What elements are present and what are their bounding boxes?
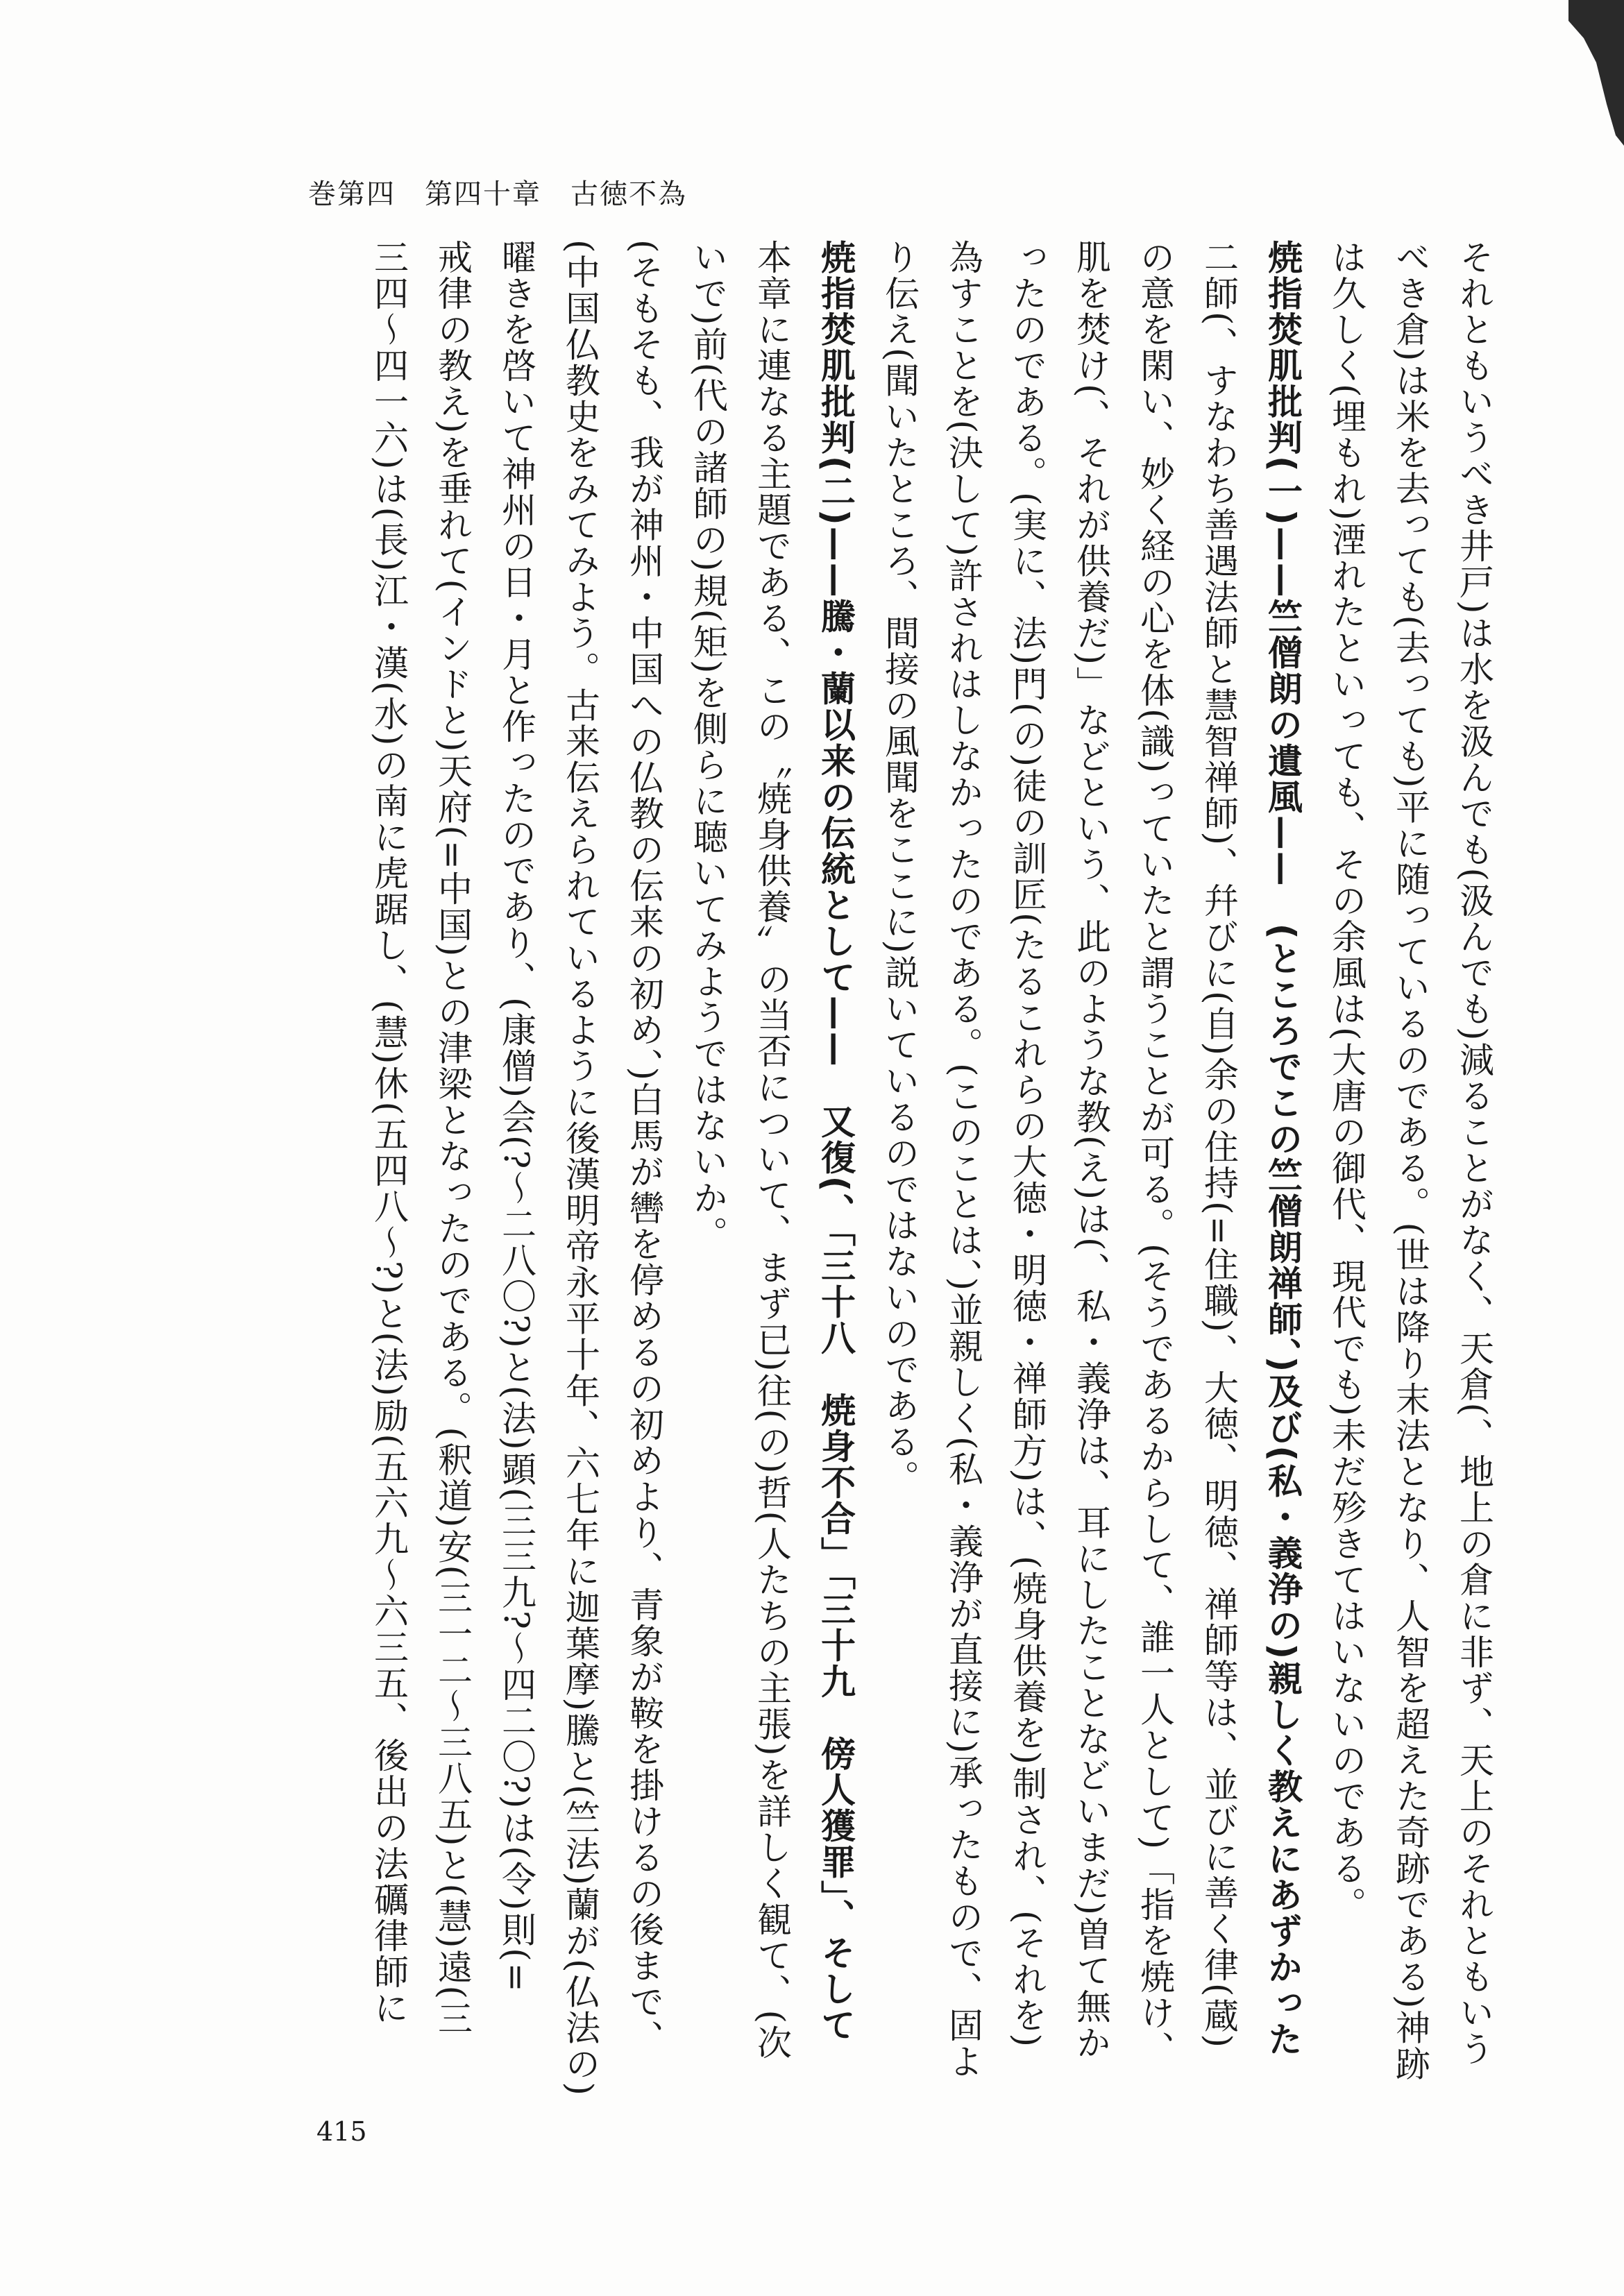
text-line: ったのである。(実に、法)門(の)徒の訓匠(たるこれらの大徳・明徳・禅師方)は、(焼身供養を)制され、(それを): [1007, 239, 1047, 2049]
binding-edge-shadow: [1568, 0, 1624, 146]
text-line: 為すことを(決して)許されはしなかったのである。(このことは、)並親しく(私・義浄が直接に)承ったもので、固よ: [943, 239, 983, 2080]
text-line: 戒律の教え)を垂れて(インドと)天府(=中国)との津梁となったのである。(釈道)安(三一二～三八五)と(慧)遠(三: [432, 239, 473, 2036]
text-line: 肌を焚け(、それが供養だ)」などという、此のような教(え)は(、私・義浄は、耳にしたことなどいまだ)曽て無か: [1071, 239, 1111, 2061]
text-line: 二師(、すなわち善遇法師と慧智禅師)、幷びに(自)余の住持(=住職)、大徳、明徳、禅師等は、並びに善く律(蔵): [1199, 239, 1239, 2049]
text-line: それともいうべき井戸)は水を汲んでも(汲んでも)減ることがなく、天倉(、地上の倉に非ず、天上のそれともいう: [1454, 239, 1494, 2068]
text-line: り伝え(聞いたところ、間接の風聞をここに)説いているのではないのである。: [879, 239, 920, 1497]
page-number: 415: [316, 2116, 367, 2147]
text-line: (中国仏教史をみてみよう。古来伝えられているように後漢明帝永平十年、六七年に迦葉摩)騰と(竺法)蘭が(仏法の): [560, 239, 600, 2098]
text-line: の意を閑い、妙く経の心を体(識)っていたと謂うことが可る。(そうであるからして、誰一人として)「指を焼け、: [1135, 239, 1175, 2068]
body-text: [357, 239, 1506, 2098]
section-heading-line: 焼指焚肌批判(二)——騰・蘭以来の伝統として—— 又復(、「三十八 焼身不合」「三十九 傍人獲罪」、そして: [815, 239, 856, 2043]
text-line: は久しく(埋もれ)湮れたといっても、その余風は(大唐の御代、現代でも)未だ殄きてはいないのである。: [1326, 239, 1367, 1923]
text-line: (そもそも、我が神州・中国への仏教の伝来の初め、)白馬が轡を停めるの初めより、青象が鞍を掛けるの後まで、: [624, 239, 664, 2057]
running-head: 巻第四 第四十章 古徳不為: [308, 178, 687, 210]
text-line: 本章に連なる主題である、この〝焼身供養〟の当否について、まず已)往(の)哲(人たちの主張)を詳しく観て、(次: [752, 239, 792, 2061]
text-line: べき倉)は米を去っても(去っても)平に随っているのである。(世は降り末法となり、人智を超えた奇跡である)神跡: [1390, 239, 1430, 2082]
text-line: 曜きを啓いて神州の日・月と作ったのであり、(康僧)会(?～二八〇?)と(法)顕(三三九?～四二〇?)は(令)則(=: [496, 239, 536, 1993]
text-line: 三四～四一六)は(長)江・漢(水)の南に虎踞し、(慧)休(五四八～?)と(法)励(五六九～六三五、後出の法礪律師に: [369, 239, 409, 2026]
section-heading-line: 焼指焚肌批判(一)——竺僧朗の遺風—— (ところでこの竺僧朗禅師、)及び(私・義浄の)親しく教えにあずかった: [1262, 239, 1303, 2058]
text-line: いで)前(代の諸師の)規(矩)を側らに聴いてみようではないか。: [688, 239, 728, 1252]
